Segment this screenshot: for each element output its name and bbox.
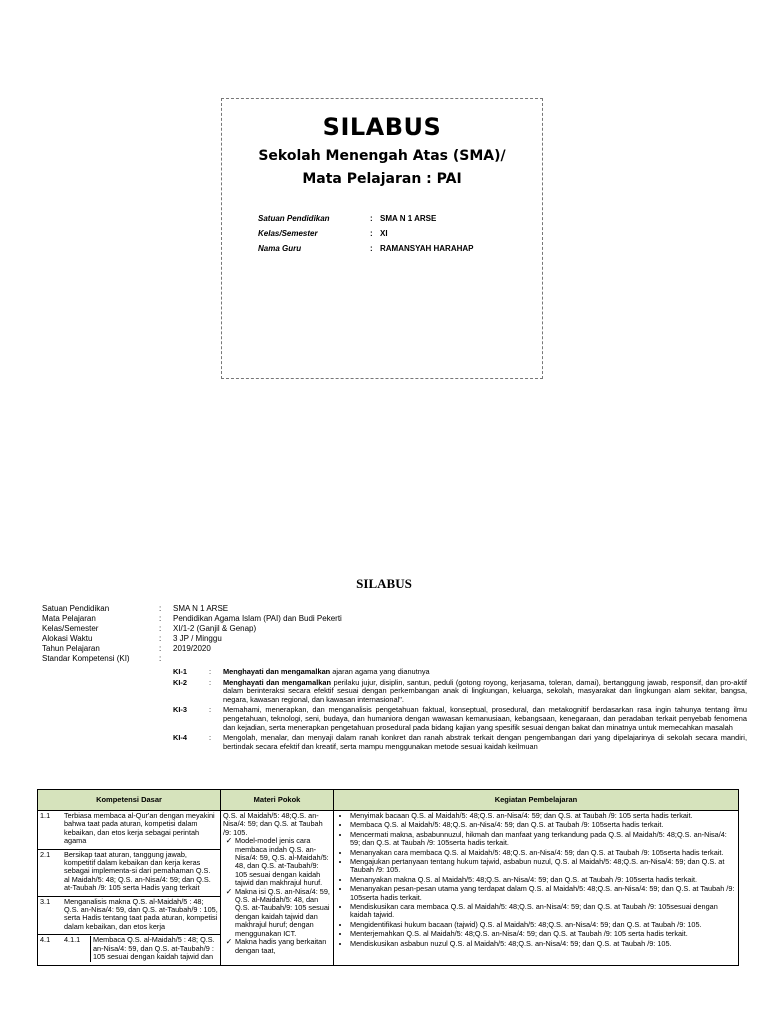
- header-materi-pokok: Materi Pokok: [221, 790, 334, 811]
- cover-info-row: [258, 226, 474, 241]
- kegiatan-item: • Menanyakan pesan-pesan utama yang terdapat dalam Q.S. al Maidah/5: 48;Q.S. an-Nisa/4: 59; dan Q.S. at Taubah /9: 105serta hadis terkait.: [350, 885, 736, 902]
- kd-text: Menganalisis makna Q.S. al-Maidah/5 : 48; Q.S. an-Nisa/4: 59, dan Q.S. at-Taubah/9 : 105, serta Hadis tentang taat pada aturan, kompetisi dalam kebaikan, dan etos kerja: [64, 896, 218, 931]
- kd-item: [38, 935, 220, 964]
- ki-bold: Menghayati dan mengamalkan: [223, 667, 331, 676]
- colon: :: [209, 667, 212, 676]
- cover-info: [258, 211, 474, 256]
- colon: :: [159, 614, 162, 623]
- info-value: SMA N 1 ARSE: [173, 604, 229, 613]
- info-row: [42, 634, 342, 644]
- ki-item: [173, 679, 747, 705]
- kegiatan-item: • Menyimak bacaan Q.S. al Maidah/5: 48;Q.S. an-Nisa/4: 59; dan Q.S. at Taubah /9: 105 serta hadis terkait.: [350, 812, 736, 820]
- materi-text: Model-model jenis cara membaca indah Q.S. an-Nisa/4: 59, Q.S. al-Maidah/5: 48, dan Q.S. at-Taubah/9: 105 sesuai dengan kaidah tajwid dan makhrajul huruf.: [235, 836, 329, 888]
- cover-info-label: Kelas/Semester: [258, 229, 318, 238]
- syllabus-info: [42, 604, 342, 664]
- cover-info-value: XI: [380, 229, 388, 238]
- ki-code: KI-4: [173, 733, 187, 743]
- kd-number: 2.1: [40, 849, 51, 859]
- kegiatan-item: • Mengajukan pertanyaan tentang hukum tajwid, asbabun nuzul, Q.S. al Maidah/5: 48;Q.S. an-Nisa/4: 59; dan Q.S. at Taubah /9: 105.: [350, 858, 736, 875]
- kd-sub-number: 4.1.1: [64, 935, 81, 945]
- colon: :: [209, 677, 212, 687]
- info-label: Mata Pelajaran: [42, 614, 96, 623]
- colon: :: [159, 634, 162, 643]
- colon: :: [159, 624, 162, 633]
- ki-text: [223, 679, 747, 705]
- info-row: [42, 644, 342, 654]
- kegiatan-list: [336, 812, 736, 948]
- info-row: [42, 614, 342, 624]
- header-kegiatan-pembelajaran: Kegiatan Pembelajaran: [334, 790, 739, 811]
- materi-text: Makna isi Q.S. an-Nisa/4: 59, Q.S. al-Maidah/5: 48, dan Q.S. at-Taubah/9: 105 sesuai dengan kaidah tajwid dan makhrajul huruf; dengan menggunakan ICT.: [235, 886, 330, 938]
- syllabus-table: [37, 789, 739, 966]
- ki-item: [173, 668, 747, 677]
- materi-item: [223, 837, 331, 887]
- kd-text: Terbiasa membaca al-Qur'an dengan meyakini bahwa taat pada aturan, kompetisi dalam kebaikan, dan etos kerja sebagai perintah agama: [64, 811, 215, 846]
- header-kompetensi-dasar: Kompetensi Dasar: [38, 790, 221, 811]
- ki-rest: ajaran agama yang dianutnya: [330, 667, 430, 676]
- cover-info-value: SMA N 1 ARSE: [380, 214, 437, 223]
- cover-info-label: Satuan Pendidikan: [258, 214, 330, 223]
- info-label: Tahun Pelajaran: [42, 644, 100, 653]
- info-label: Kelas/Semester: [42, 624, 99, 633]
- kd-item: [38, 897, 220, 936]
- ki-list: [173, 668, 747, 753]
- ki-item: [173, 706, 747, 732]
- info-row: [42, 654, 342, 664]
- kd-number: 1.1: [40, 811, 51, 820]
- cover-info-label: Nama Guru: [258, 244, 302, 253]
- info-row: [42, 624, 342, 634]
- kegiatan-item: • Mendiskusikan asbabun nuzul Q.S. al Maidah/5: 48;Q.S. an-Nisa/4: 59; dan Q.S. at Taubah /9: 105.: [350, 940, 736, 948]
- kegiatan-item: • Mendiskusikan cara membaca Q.S. al Maidah/5: 48;Q.S. an-Nisa/4: 59; dan Q.S. at Taubah /9: 105sesuai dengan kaidah tajwid.: [350, 903, 736, 920]
- ki-text: Mengolah, menalar, dan menyaji dalam ranah konkret dan ranah abstrak terkait dengan pengembangan dari yang dipelajarinya di sekolah secara mandiri, bertindak secara efektif dan kreatif, serta mampu menggunakan metode sesuai kaidah keilmuan: [223, 733, 747, 751]
- colon: :: [159, 654, 162, 663]
- checkmark-icon: ✓: [225, 836, 233, 846]
- checkmark-icon: ✓: [225, 937, 233, 947]
- info-label: Standar Kompetensi (KI): [42, 654, 130, 663]
- colon: :: [159, 644, 162, 653]
- kd-item: [38, 811, 220, 850]
- table-row: [38, 811, 739, 966]
- ki-rest: perilaku jujur, disiplin, santun, peduli (gotong royong, kerjasama, toleran, damai), bertanggung jawab, responsif, dan pro-aktif dalam berinteraksi secara efektif sesuai dengan perkembangan anak di lingkungan, keluarga, sekolah, masyarakat dan lingkungan alam sekitar, bangsa, negara, kawasan regional, dan kawasan internasional".: [223, 677, 747, 704]
- kegiatan-cell: [334, 811, 739, 966]
- info-value: 3 JP / Minggu: [173, 634, 222, 643]
- colon: :: [209, 733, 212, 743]
- info-value: XI/1-2 (Ganjil & Genap): [173, 624, 257, 633]
- kegiatan-item: • Mengidentifikasi hukum bacaan (tajwid) Q.S. al Maidah/5: 48;Q.S. an-Nisa/4: 59; dan Q.S. at Taubah /9: 105.: [350, 921, 736, 929]
- ki-code: KI-2: [173, 677, 187, 687]
- kd-number: 3.1: [40, 896, 51, 906]
- ki-item: [173, 734, 747, 751]
- cover-box: [221, 98, 543, 379]
- kd-text: Bersikap taat aturan, tanggung jawab, kompetitif dalam kebaikan dan kerja keras sebagai implementa-si dari pemahaman Q.S. al Maidah/5: 48; Q.S. an-Nisa/4: 59; dan Q.S. at-Taubah /9: 105 serta Hadis yang terkait: [64, 849, 211, 893]
- checkmark-icon: ✓: [225, 886, 233, 896]
- kd-nested-text: Membaca Q.S. al-Maidah/5 : 48; Q.S. an-Nisa/4: 59, dan Q.S. at-Taubah/9 : 105 sesuai dengan kaidah tajwid dan: [90, 936, 220, 961]
- kd-number: 4.1: [40, 935, 51, 945]
- cover-subtitle-school: Sekolah Menengah Atas (SMA)/: [258, 148, 506, 164]
- materi-cell: [221, 811, 334, 966]
- info-row: [42, 604, 342, 614]
- kd-item: [38, 850, 220, 897]
- colon: :: [209, 705, 212, 715]
- materi-intro: Q.S. al Maidah/5: 48;Q.S. an-Nisa/4: 59; dan Q.S. at Taubah /9: 105.: [223, 811, 323, 837]
- ki-code: KI-1: [173, 667, 187, 676]
- info-value: Pendidikan Agama Islam (PAI) dan Budi Pekerti: [173, 614, 342, 623]
- materi-text: Makna hadis yang berkaitan dengan taat,: [235, 937, 327, 955]
- materi-item: [223, 938, 331, 955]
- table-header-row: [38, 790, 739, 811]
- cover-title: SILABUS: [322, 113, 442, 141]
- ki-code: KI-3: [173, 705, 187, 715]
- colon: :: [370, 229, 373, 238]
- materi-item: [223, 888, 331, 938]
- kegiatan-item: • Membaca Q.S. al Maidah/5: 48;Q.S. an-Nisa/4: 59; dan Q.S. at Taubah /9: 105serta hadis terkait.: [350, 821, 736, 829]
- ki-text: [223, 668, 747, 677]
- kegiatan-item: • Menterjemahkan Q.S. al Maidah/5: 48;Q.S. an-Nisa/4: 59; dan Q.S. at Taubah /9: 105 serta hadis terkait.: [350, 930, 736, 938]
- cover-info-row: [258, 241, 474, 256]
- info-label: Alokasi Waktu: [42, 634, 93, 643]
- ki-text: Memahami, menerapkan, dan menganalisis pengetahuan faktual, konseptual, prosedural, dan metakognitif berdasarkan rasa ingin tahunya tentang ilmu pengetahuan, teknologi, seni, budaya, dan humaniora dengan wawasan kemanusiaan, kebangsaan, kenegaraan, dan peradaban terkait penyebab fenomena dan kejadian, serta menerapkan pengetahuan prosedural pada bidang kajian yang spesifik sesuai dengan bakat dan minatnya untuk memecahkan masalah: [223, 705, 747, 732]
- info-label: Satuan Pendidikan: [42, 604, 110, 613]
- cover-info-row: [258, 211, 474, 226]
- colon: :: [159, 604, 162, 613]
- cover-info-value: RAMANSYAH HARAHAP: [380, 244, 474, 253]
- info-value: 2019/2020: [173, 644, 211, 653]
- syllabus-title: SILABUS: [356, 576, 412, 591]
- kd-cell: [38, 811, 221, 966]
- kegiatan-item: • Menanyakan makna Q.S. al Maidah/5: 48;Q.S. an-Nisa/4: 59; dan Q.S. at Taubah /9: 105serta hadis terkait.: [350, 876, 736, 884]
- colon: :: [370, 214, 373, 223]
- kegiatan-item: • Mencermati makna, asbabunnuzul, hikmah dan manfaat yang terkandung pada Q.S. al Maidah/5: 48;Q.S. an-Nisa/4: 59; dan Q.S. at Taubah /9: 105serta hadis terkait.: [350, 831, 736, 848]
- colon: :: [370, 244, 373, 253]
- kegiatan-item: • Menanyakan cara membaca Q.S. al Maidah/5: 48;Q.S. an-Nisa/4: 59; dan Q.S. at Taubah /9: 105serta hadis terkait.: [350, 849, 736, 857]
- cover-subtitle-subject: Mata Pelajaran : PAI: [302, 171, 462, 187]
- ki-bold: Menghayati dan mengamalkan: [223, 677, 331, 687]
